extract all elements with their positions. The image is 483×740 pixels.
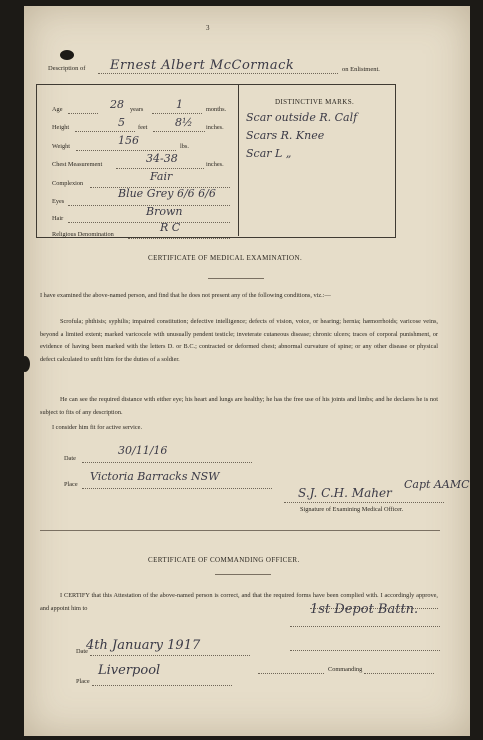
dotline	[68, 113, 98, 114]
dotline	[82, 462, 252, 463]
medical-signature: S.J. C.H. Maher	[298, 486, 392, 500]
field-value: 34-38	[146, 152, 178, 165]
field-label: Chest Measurement	[52, 161, 103, 168]
dotline	[152, 113, 202, 114]
description-dotline	[98, 73, 338, 74]
field-value: 1	[176, 98, 183, 111]
page-number: 3	[206, 24, 210, 32]
dotline	[76, 150, 176, 151]
commanding-place-value: Liverpool	[98, 663, 161, 678]
dotline	[68, 222, 230, 223]
dotline	[82, 488, 272, 489]
commanding-place-label: Place	[76, 678, 90, 685]
dotline	[284, 502, 444, 503]
punch-hole	[60, 50, 74, 60]
field-value: Brown	[146, 205, 183, 218]
commanding-date-label: Date	[76, 648, 88, 655]
dotline	[116, 168, 204, 169]
distinctive-mark-line: Scars R. Knee	[246, 129, 325, 142]
dotline	[364, 673, 434, 674]
field-unit: feet	[138, 124, 148, 131]
field-unit: months.	[206, 106, 227, 113]
box-divider	[238, 84, 239, 236]
field-value: 8½	[175, 116, 193, 129]
field-value: 28	[110, 98, 124, 111]
description-suffix: on Enlistment.	[342, 66, 380, 73]
field-value: Fair	[150, 170, 173, 183]
field-label: Eyes	[52, 198, 65, 205]
medical-fit: I consider him fit for active service.	[52, 424, 143, 431]
section-separator	[40, 530, 440, 531]
field-unit: inches.	[206, 161, 224, 168]
medical-conditions: Scrofula; phthisis; syphilis; impaired constitution; defective intelligence; defects of vision, voice, or hearing; hernia; hæmorrhoids; varicose veins, beyond a limited extent; marked varicocele with unusually pendent testicle; inveterate cutaneous disease; chronic ulcers; traces of corporal punishment, or evidence of having been marked with the letters D. or B.C.; contracted or deformed chest; abnormal curvature of spine; or any other disease or physical defect calculated to unfit him for the duties of a soldier.	[40, 318, 438, 363]
dotline	[258, 673, 324, 674]
distinctive-mark-line: Scar L „	[246, 147, 292, 160]
description-name: Ernest Albert McCormack	[110, 58, 295, 73]
commanding-text: I CERTIFY that this Attestation of the above-named person is correct, and that the required forms have been complied with. I accordingly approve, and appoint him to	[40, 592, 438, 612]
medical-place-label: Place	[64, 481, 78, 488]
dotline	[153, 131, 205, 132]
dotline	[290, 626, 440, 627]
commanding-certificate-heading: CERTIFICATE OF COMMANDING OFFICER.	[148, 556, 300, 564]
field-value: 156	[118, 134, 139, 147]
medical-intro: I have examined the above-named person, and find that he does not present any of the following conditions, viz.:—	[40, 292, 331, 299]
field-unit: lbs.	[180, 143, 189, 150]
medical-certificate-heading: CERTIFICATE OF MEDICAL EXAMINATION.	[148, 254, 303, 262]
field-value: 5	[118, 116, 125, 129]
medical-signature-rank: Capt AAMC	[404, 478, 470, 491]
commanding-label: Commanding	[328, 666, 363, 673]
dotline	[290, 650, 440, 651]
dotline	[128, 238, 230, 239]
divider	[208, 278, 264, 279]
medical-place-value: Victoria Barracks NSW	[90, 470, 220, 483]
distinctive-mark-line: Scar outside R. Calf	[246, 111, 358, 124]
field-value: R C	[160, 221, 181, 234]
distinctive-marks-heading: DISTINCTIVE MARKS.	[275, 98, 355, 106]
punch-hole	[20, 356, 30, 372]
field-value: Blue Grey 6/6 6/6	[118, 187, 216, 200]
dotline	[90, 655, 250, 656]
field-label: Religious Denomination	[52, 231, 114, 238]
divider	[215, 574, 271, 575]
commanding-appoint-value: 1st Depot Battn.	[310, 602, 419, 617]
description-label: Description of	[48, 65, 86, 72]
field-label: Weight	[52, 143, 71, 150]
medical-date-label: Date	[64, 455, 76, 462]
field-unit: years	[130, 106, 144, 113]
dotline	[75, 131, 135, 132]
field-label: Complexion	[52, 180, 84, 187]
field-label: Age	[52, 106, 63, 113]
field-label: Height	[52, 124, 70, 131]
field-label: Hair	[52, 215, 64, 222]
medical-sight: He can see the required distance with either eye; his heart and lungs are healthy; he has the free use of his joints and limbs; and he declares he is not subject to fits of any description.	[40, 396, 438, 416]
field-unit: inches.	[206, 124, 224, 131]
commanding-date-value: 4th January 1917	[86, 638, 201, 653]
medical-date-value: 30/11/16	[118, 444, 168, 457]
dotline	[92, 685, 232, 686]
medical-signature-label: Signature of Examining Medical Officer.	[300, 506, 404, 513]
